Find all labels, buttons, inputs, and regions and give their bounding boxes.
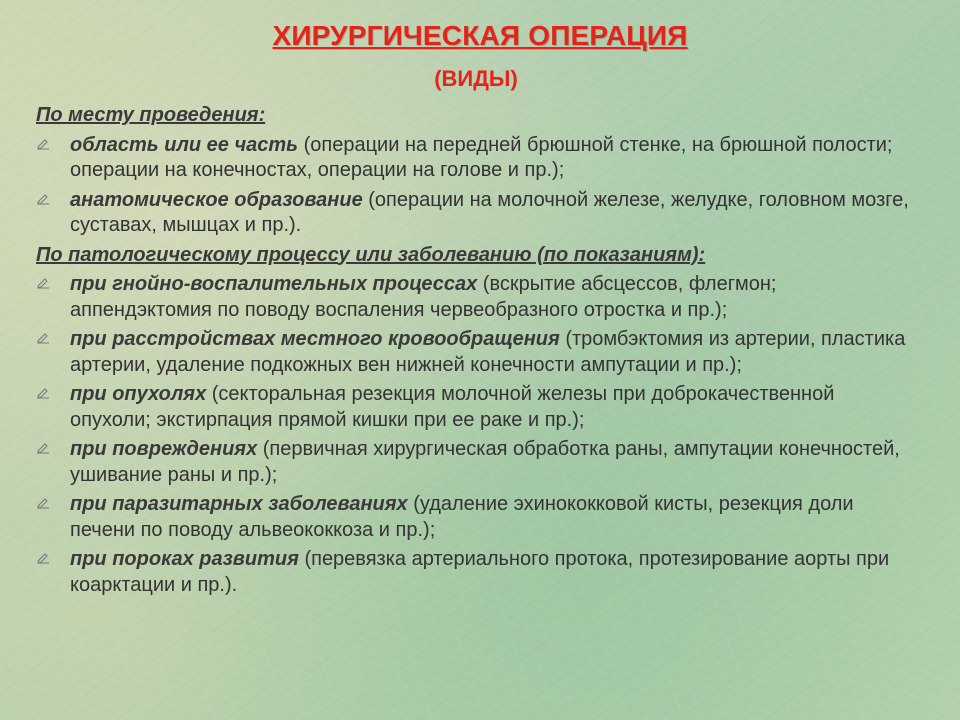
item-term: при повреждениях bbox=[70, 438, 258, 460]
list-item bbox=[36, 272, 916, 323]
item-term: при расстройствах местного кровообращения bbox=[70, 328, 560, 350]
item-text: (перевязка артериального протока, протезирование аорты при коарктации и пр.). bbox=[70, 548, 890, 596]
list-item bbox=[36, 382, 916, 433]
item-text: (удаление эхинококковой кисты, резекция доли печени по поводу альвеококкоза и пр.); bbox=[70, 493, 854, 541]
slide-content bbox=[36, 103, 916, 602]
item-term: при паразитарных заболеваниях bbox=[70, 493, 408, 515]
item-term: анатомическое образование bbox=[70, 188, 363, 211]
pencil-writing-icon bbox=[36, 275, 50, 289]
slide-title: ХИРУРГИЧЕСКАЯ ОПЕРАЦИЯ bbox=[272, 20, 688, 51]
item-text: (первичная хирургическая обработка раны, ампутации конечностей, ушивание раны и пр.); bbox=[70, 438, 900, 486]
section-heading-pathology: По патологическому процессу или заболеванию (по показаниям): bbox=[36, 243, 706, 266]
list-item bbox=[36, 547, 916, 598]
list-item bbox=[36, 188, 916, 239]
item-text: (вскрытие абсцессов, флегмон; аппендэктомия по поводу воспаления червеобразного отростка и пр.); bbox=[70, 273, 777, 321]
pencil-writing-icon bbox=[36, 550, 50, 564]
pencil-writing-icon bbox=[36, 136, 50, 150]
subtitle-text: (ВИДЫ) bbox=[434, 66, 518, 91]
pencil-writing-icon bbox=[36, 495, 50, 509]
section-heading-location: По месту проведения: bbox=[36, 104, 266, 126]
list-item bbox=[36, 492, 916, 543]
item-text: (секторальная резекция молочной железы при доброкачественной опухоли; экстирпация прямой кишки при ее раке и пр.); bbox=[70, 383, 835, 431]
item-term: при гнойно-воспалительных процессах bbox=[70, 273, 478, 295]
item-text: (операции на молочной железе, желудке, головном мозге, суставах, мышцах и пр.). bbox=[70, 188, 909, 236]
item-text: (тромбэктомия из артерии, пластика артерии, удаление подкожных вен нижней конечности ампутации и пр.); bbox=[70, 328, 906, 376]
pencil-writing-icon bbox=[36, 440, 50, 454]
item-term: область или ее часть bbox=[70, 133, 299, 156]
list-item bbox=[36, 437, 916, 488]
pencil-writing-icon bbox=[36, 385, 50, 399]
item-text: (операции на передней брюшной стенке, на брюшной полости; операции на конечностах, операции на голове и пр.); bbox=[70, 133, 893, 181]
item-term: при опухолях bbox=[70, 383, 207, 405]
slide-subtitle bbox=[0, 66, 960, 92]
pencil-writing-icon bbox=[36, 330, 50, 344]
list-item bbox=[36, 327, 916, 378]
list-item bbox=[36, 133, 916, 184]
item-term: при пороках развития bbox=[70, 548, 299, 570]
pencil-writing-icon bbox=[36, 191, 50, 205]
